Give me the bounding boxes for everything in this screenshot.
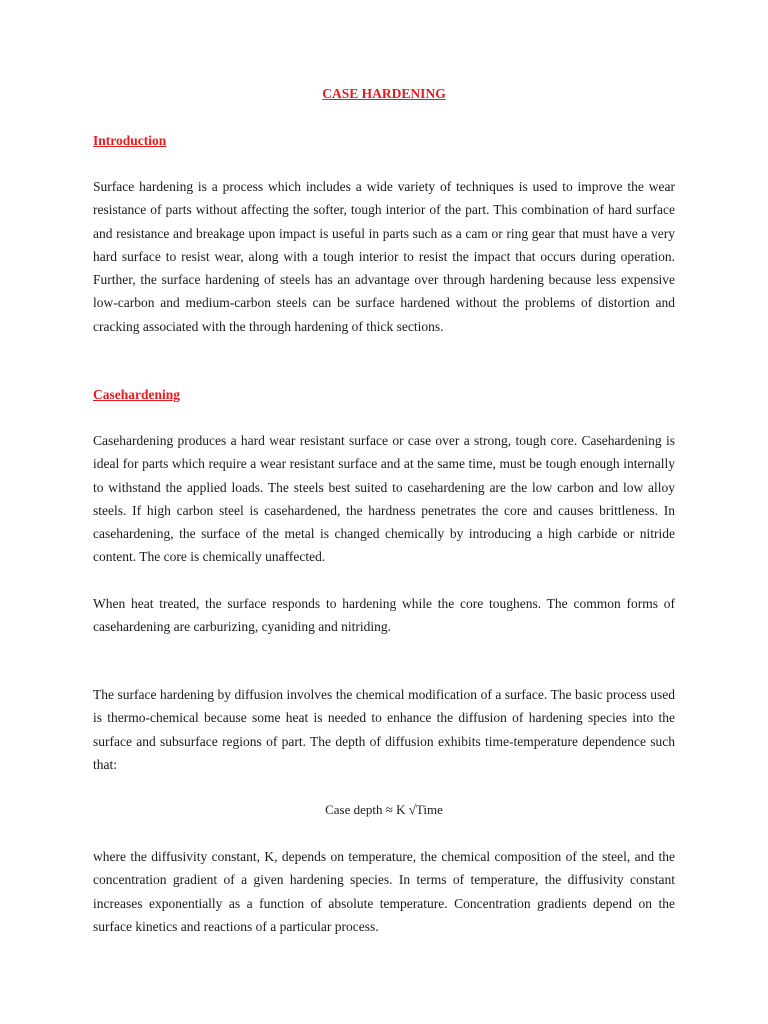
- paragraph-diffusivity: where the diffusivity constant, K, depends on temperature, the chemical composition of the steel, and the concentration gradient of a given hardening species. In terms of temperature, the diffusivity constant increases exponentially as a function of absolute temperature. Concentration gradients depend on the surface kinetics and reactions of a particular process.: [93, 849, 675, 934]
- section-heading-introduction: Introduction: [93, 133, 167, 148]
- section-heading-casehardening: Casehardening: [93, 387, 181, 402]
- paragraph-diffusion: The surface hardening by diffusion involves the chemical modification of a surface. The basic process used is thermo-chemical because some heat is needed to enhance the diffusion of hardening species into the surface and subsurface regions of part. The depth of diffusion exhibits time-temperature dependence such that:: [93, 687, 675, 772]
- paragraph-casehardening: Casehardening produces a hard wear resistant surface or case over a strong, tough core. Casehardening is ideal for parts which require a wear resistant surface and at the same time, must be tough enough internally to withstand the applied loads. The steels best suited to casehardening are the low carbon and low alloy steels. If high carbon steel is casehardened, the hardness penetrates the core and causes brittleness. In casehardening, the surface of the metal is changed chemically by introducing a high carbide or nitride content. The core is chemically unaffected.: [93, 433, 675, 565]
- case-depth-formula: Case depth ≈ K √Time: [325, 802, 443, 817]
- paragraph-introduction: Surface hardening is a process which includes a wide variety of techniques is used to improve the wear resistance of parts without affecting the softer, tough interior of the part. This combination of hard surface and resistance and breakage upon impact is useful in parts such as a cam or ring gear that must have a very hard surface to resist wear, along with a tough interior to resist the impact that occurs during operation. Further, the surface hardening of steels has an advantage over through hardening because less expensive low-carbon and medium-carbon steels can be surface hardened without the problems of distortion and cracking associated with the through hardening of thick sections.: [93, 179, 675, 334]
- paragraph-heat-treated: When heat treated, the surface responds to hardening while the core toughens. The common forms of casehardening are carburizing, cyaniding and nitriding.: [93, 596, 675, 635]
- document-title: CASE HARDENING: [322, 86, 446, 101]
